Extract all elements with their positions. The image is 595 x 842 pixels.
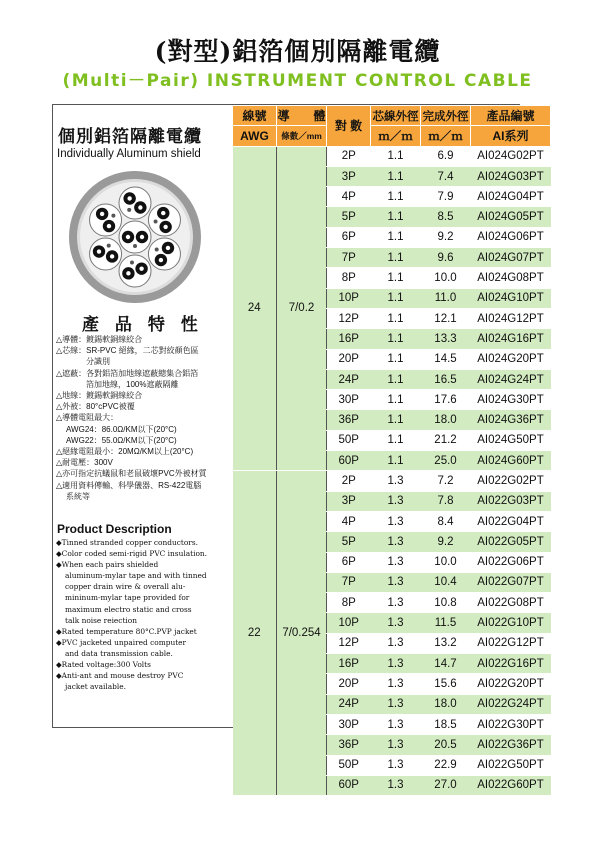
pairs-cell: 50P	[327, 430, 371, 450]
description-line: ◆PVC jacketed unpaired computer	[56, 637, 187, 647]
core-od-cell: 1.1	[371, 308, 421, 328]
core-od-cell: 1.1	[371, 390, 421, 410]
core-od-cell: 1.3	[371, 654, 421, 674]
core-od-cell: 1.3	[371, 775, 421, 795]
pairs-cell: 12P	[327, 308, 371, 328]
header-finish-unit: ｍ／ｍ	[421, 126, 471, 146]
product-code-cell: AI022G60PT	[471, 775, 551, 795]
page-title: (對型)鋁箔個別隔離電纜	[154, 37, 441, 66]
product-code-cell: AI024G16PT	[471, 329, 551, 349]
pairs-cell: 3P	[327, 491, 371, 511]
core-od-cell: 1.1	[371, 207, 421, 227]
core-od-cell: 1.3	[371, 674, 421, 694]
pairs-cell: 30P	[327, 390, 371, 410]
product-code-cell: AI024G10PT	[471, 288, 551, 308]
header-awg: AWG	[233, 126, 277, 146]
feature-line: AWG22：55.0Ω/KM以下(20°C)	[66, 435, 177, 445]
feature-line: △芯線：SR-PVC 絕緣，二芯對絞顏色區	[56, 346, 199, 356]
finish-od-cell: 18.0	[421, 694, 471, 714]
product-code-cell: AI022G12PT	[471, 633, 551, 653]
cable-title-cn: 個別鋁箔隔離電纜	[58, 127, 202, 147]
header-strands: 條數／mm	[277, 126, 327, 146]
product-description-list	[56, 537, 234, 692]
description-line: ◆When each pairs shielded	[56, 560, 159, 570]
pairs-cell: 24P	[327, 369, 371, 389]
description-line: copper drain wire & overall alu-	[65, 582, 186, 592]
feature-line: △適用資料傳輸、科學儀器、RS-422電腦	[56, 480, 202, 490]
feature-line: AWG24：86.0Ω/KM以下(20°C)	[66, 424, 177, 434]
pairs-cell: 10P	[327, 288, 371, 308]
header-product-code: 產品編號	[471, 106, 551, 126]
strands-cell: 7/0.2	[277, 146, 327, 471]
drain-wire	[127, 208, 131, 212]
core-od-cell: 1.3	[371, 552, 421, 572]
pairs-cell: 12P	[327, 633, 371, 653]
header-core-unit: ｍ／ｍ	[371, 126, 421, 146]
description-line: ◆Anti-ant and mouse destroy PVC	[56, 671, 184, 681]
drain-wire	[107, 244, 111, 248]
finish-od-cell: 22.9	[421, 755, 471, 775]
core-od-cell: 1.3	[371, 593, 421, 613]
product-code-cell: AI024G60PT	[471, 451, 551, 471]
feature-line: △耐電壓：300V	[56, 458, 113, 468]
product-code-cell: AI024G02PT	[471, 146, 551, 166]
description-line: mininum-mylar tape provided for	[65, 593, 190, 603]
feature-line: △亦可指定抗蟻鼠和老鼠破壞PVC外被材質	[56, 469, 207, 479]
pairs-cell: 60P	[327, 451, 371, 471]
product-code-cell: AI022G03PT	[471, 491, 551, 511]
pairs-cell: 6P	[327, 227, 371, 247]
product-code-cell: AI024G30PT	[471, 390, 551, 410]
finish-od-cell: 8.4	[421, 511, 471, 531]
pairs-cell: 5P	[327, 532, 371, 552]
pairs-cell: 4P	[327, 187, 371, 207]
strands-cell: 7/0.254	[277, 471, 327, 796]
pairs-cell: 10P	[327, 613, 371, 633]
product-code-cell: AI024G07PT	[471, 248, 551, 268]
pairs-cell: 60P	[327, 775, 371, 795]
pairs-cell: 4P	[327, 511, 371, 531]
core-od-cell: 1.1	[371, 451, 421, 471]
finish-od-cell: 14.7	[421, 654, 471, 674]
table-row	[233, 146, 551, 166]
pairs-cell: 2P	[327, 471, 371, 491]
product-code-cell: AI022G24PT	[471, 694, 551, 714]
finish-od-cell: 7.2	[421, 471, 471, 491]
finish-od-cell: 11.0	[421, 288, 471, 308]
finish-od-cell: 20.5	[421, 735, 471, 755]
product-description-title: Product Description	[57, 522, 172, 536]
pairs-cell: 5P	[327, 207, 371, 227]
product-code-cell: AI024G08PT	[471, 268, 551, 288]
spec-table	[232, 105, 551, 796]
pairs-cell: 20P	[327, 674, 371, 694]
table-row	[233, 471, 551, 491]
description-line: and data transmission cable.	[65, 648, 173, 658]
drain-wire	[154, 220, 158, 224]
product-code-cell: AI024G24PT	[471, 369, 551, 389]
features-list	[56, 334, 231, 502]
table-header-row-2	[233, 126, 551, 146]
core-od-cell: 1.1	[371, 187, 421, 207]
finish-od-cell: 10.0	[421, 268, 471, 288]
product-code-cell: AI022G02PT	[471, 471, 551, 491]
header-core-od: 芯線外徑	[371, 106, 421, 126]
pairs-cell: 30P	[327, 714, 371, 734]
description-line: ◆Tinned stranded copper conductors.	[56, 538, 198, 547]
awg-cell: 24	[233, 146, 277, 471]
pairs-cell: 8P	[327, 268, 371, 288]
finish-od-cell: 21.2	[421, 430, 471, 450]
core-od-cell: 1.1	[371, 288, 421, 308]
core-od-cell: 1.1	[371, 166, 421, 186]
pairs-cell: 50P	[327, 755, 371, 775]
product-code-cell: AI022G08PT	[471, 593, 551, 613]
core-od-cell: 1.3	[371, 613, 421, 633]
left-panel	[52, 104, 232, 728]
finish-od-cell: 9.2	[421, 227, 471, 247]
finish-od-cell: 11.5	[421, 613, 471, 633]
description-line: jacket available.	[65, 682, 126, 692]
core-od-cell: 1.1	[371, 268, 421, 288]
product-code-cell: AI022G04PT	[471, 511, 551, 531]
product-code-cell: AI022G50PT	[471, 755, 551, 775]
core-od-cell: 1.1	[371, 430, 421, 450]
pair-shield	[148, 238, 180, 270]
features-title: 產 品 特 性	[82, 315, 203, 335]
core-od-cell: 1.1	[371, 369, 421, 389]
header-conductor: 導 體	[277, 106, 327, 126]
core-od-cell: 1.3	[371, 755, 421, 775]
product-code-cell: AI024G04PT	[471, 187, 551, 207]
core-od-cell: 1.3	[371, 714, 421, 734]
product-code-cell: AI024G50PT	[471, 430, 551, 450]
table-body	[233, 146, 551, 796]
product-code-cell: AI024G12PT	[471, 308, 551, 328]
pairs-cell: 36P	[327, 410, 371, 430]
product-code-cell: AI024G20PT	[471, 349, 551, 369]
page-subtitle: (Multi－Pair) INSTRUMENT CONTROL CABLE	[62, 71, 533, 91]
pair-shield	[119, 187, 151, 219]
finish-od-cell: 14.5	[421, 349, 471, 369]
product-code-cell: AI022G06PT	[471, 552, 551, 572]
feature-line: △導體：鍍錫軟銅線絞合	[56, 335, 143, 344]
finish-od-cell: 13.2	[421, 633, 471, 653]
description-line: ◆Color coded semi-rigid PVC insulation.	[56, 549, 208, 559]
pairs-cell: 8P	[327, 593, 371, 613]
description-line: ◆Rated voltage:300 Volts	[56, 660, 151, 670]
finish-od-cell: 7.8	[421, 491, 471, 511]
finish-od-cell: 8.5	[421, 207, 471, 227]
pairs-cell: 36P	[327, 735, 371, 755]
core-od-cell: 1.1	[371, 227, 421, 247]
cable-title-en: Individually Aluminum shield	[57, 148, 201, 160]
finish-od-cell: 15.6	[421, 674, 471, 694]
pairs-cell: 24P	[327, 694, 371, 714]
core-od-cell: 1.3	[371, 471, 421, 491]
product-code-cell: AI022G16PT	[471, 654, 551, 674]
core-od-cell: 1.3	[371, 633, 421, 653]
pairs-cell: 16P	[327, 329, 371, 349]
feature-line: △導體電阻最大：	[56, 413, 119, 423]
drain-wire	[133, 244, 137, 248]
pairs-cell: 20P	[327, 349, 371, 369]
pairs-cell: 7P	[327, 572, 371, 592]
product-code-cell: AI022G30PT	[471, 714, 551, 734]
pairs-cell: 16P	[327, 654, 371, 674]
finish-od-cell: 10.4	[421, 572, 471, 592]
feature-line: 系統等	[66, 491, 90, 501]
header-pairs: 對 數	[327, 106, 371, 147]
description-line: aluminum-mylar tape and with tinned	[65, 571, 207, 581]
core-od-cell: 1.1	[371, 349, 421, 369]
description-line: talk noise reiection	[65, 615, 137, 625]
cable-cross-section-image	[68, 170, 202, 304]
finish-od-cell: 18.5	[421, 714, 471, 734]
pairs-cell: 2P	[327, 146, 371, 166]
finish-od-cell: 7.9	[421, 187, 471, 207]
product-code-cell: AI024G06PT	[471, 227, 551, 247]
pairs-cell: 3P	[327, 166, 371, 186]
finish-od-cell: 6.9	[421, 146, 471, 166]
finish-od-cell: 10.8	[421, 593, 471, 613]
product-code-cell: AI024G03PT	[471, 166, 551, 186]
core-od-cell: 1.3	[371, 735, 421, 755]
description-line: ◆Rated temperature 80°C.PVP jacket	[56, 626, 197, 636]
core-od-cell: 1.1	[371, 410, 421, 430]
core-od-cell: 1.3	[371, 491, 421, 511]
finish-od-cell: 10.0	[421, 552, 471, 572]
product-code-cell: AI024G36PT	[471, 410, 551, 430]
product-code-cell: AI022G10PT	[471, 613, 551, 633]
core-od-cell: 1.1	[371, 248, 421, 268]
finish-od-cell: 12.1	[421, 308, 471, 328]
feature-line: △遮蔽：各對鋁箔加地線遮蔽總集合鋁箔	[56, 368, 199, 378]
finish-od-cell: 9.2	[421, 532, 471, 552]
awg-cell: 22	[233, 471, 277, 796]
core-od-cell: 1.3	[371, 694, 421, 714]
feature-line: 分識別	[86, 357, 110, 367]
finish-od-cell: 18.0	[421, 410, 471, 430]
header-series: AI系列	[471, 126, 551, 146]
core-od-cell: 1.1	[371, 146, 421, 166]
pairs-cell: 6P	[327, 552, 371, 572]
finish-od-cell: 25.0	[421, 451, 471, 471]
core-od-cell: 1.3	[371, 572, 421, 592]
pairs-cell: 7P	[327, 248, 371, 268]
finish-od-cell: 27.0	[421, 775, 471, 795]
description-line: maximum electro static and cross	[65, 604, 192, 614]
feature-line: △地線：鍍錫軟銅線絞合	[56, 391, 143, 401]
product-code-cell: AI024G05PT	[471, 207, 551, 227]
product-code-cell: AI022G05PT	[471, 532, 551, 552]
drain-wire	[111, 214, 115, 218]
table-header-row-1	[233, 106, 551, 126]
finish-od-cell: 9.6	[421, 248, 471, 268]
drain-wire	[130, 261, 134, 265]
product-code-cell: AI022G36PT	[471, 735, 551, 755]
feature-line: 箔加地線，100%遮蔽隔離	[86, 379, 179, 389]
finish-od-cell: 7.4	[421, 166, 471, 186]
header-wire-no: 線號	[233, 106, 277, 126]
drain-wire	[155, 247, 159, 251]
finish-od-cell: 17.6	[421, 390, 471, 410]
core-od-cell: 1.1	[371, 329, 421, 349]
core-od-cell: 1.3	[371, 532, 421, 552]
header-finish-od: 完成外徑	[421, 106, 471, 126]
core-od-cell: 1.3	[371, 511, 421, 531]
feature-line: △絕緣電阻最小：20MΩ/KM以上(20°C)	[56, 447, 194, 457]
feature-line: △外被：80°cPVC被覆	[56, 402, 135, 412]
finish-od-cell: 13.3	[421, 329, 471, 349]
product-code-cell: AI022G07PT	[471, 572, 551, 592]
finish-od-cell: 16.5	[421, 369, 471, 389]
product-code-cell: AI022G20PT	[471, 674, 551, 694]
